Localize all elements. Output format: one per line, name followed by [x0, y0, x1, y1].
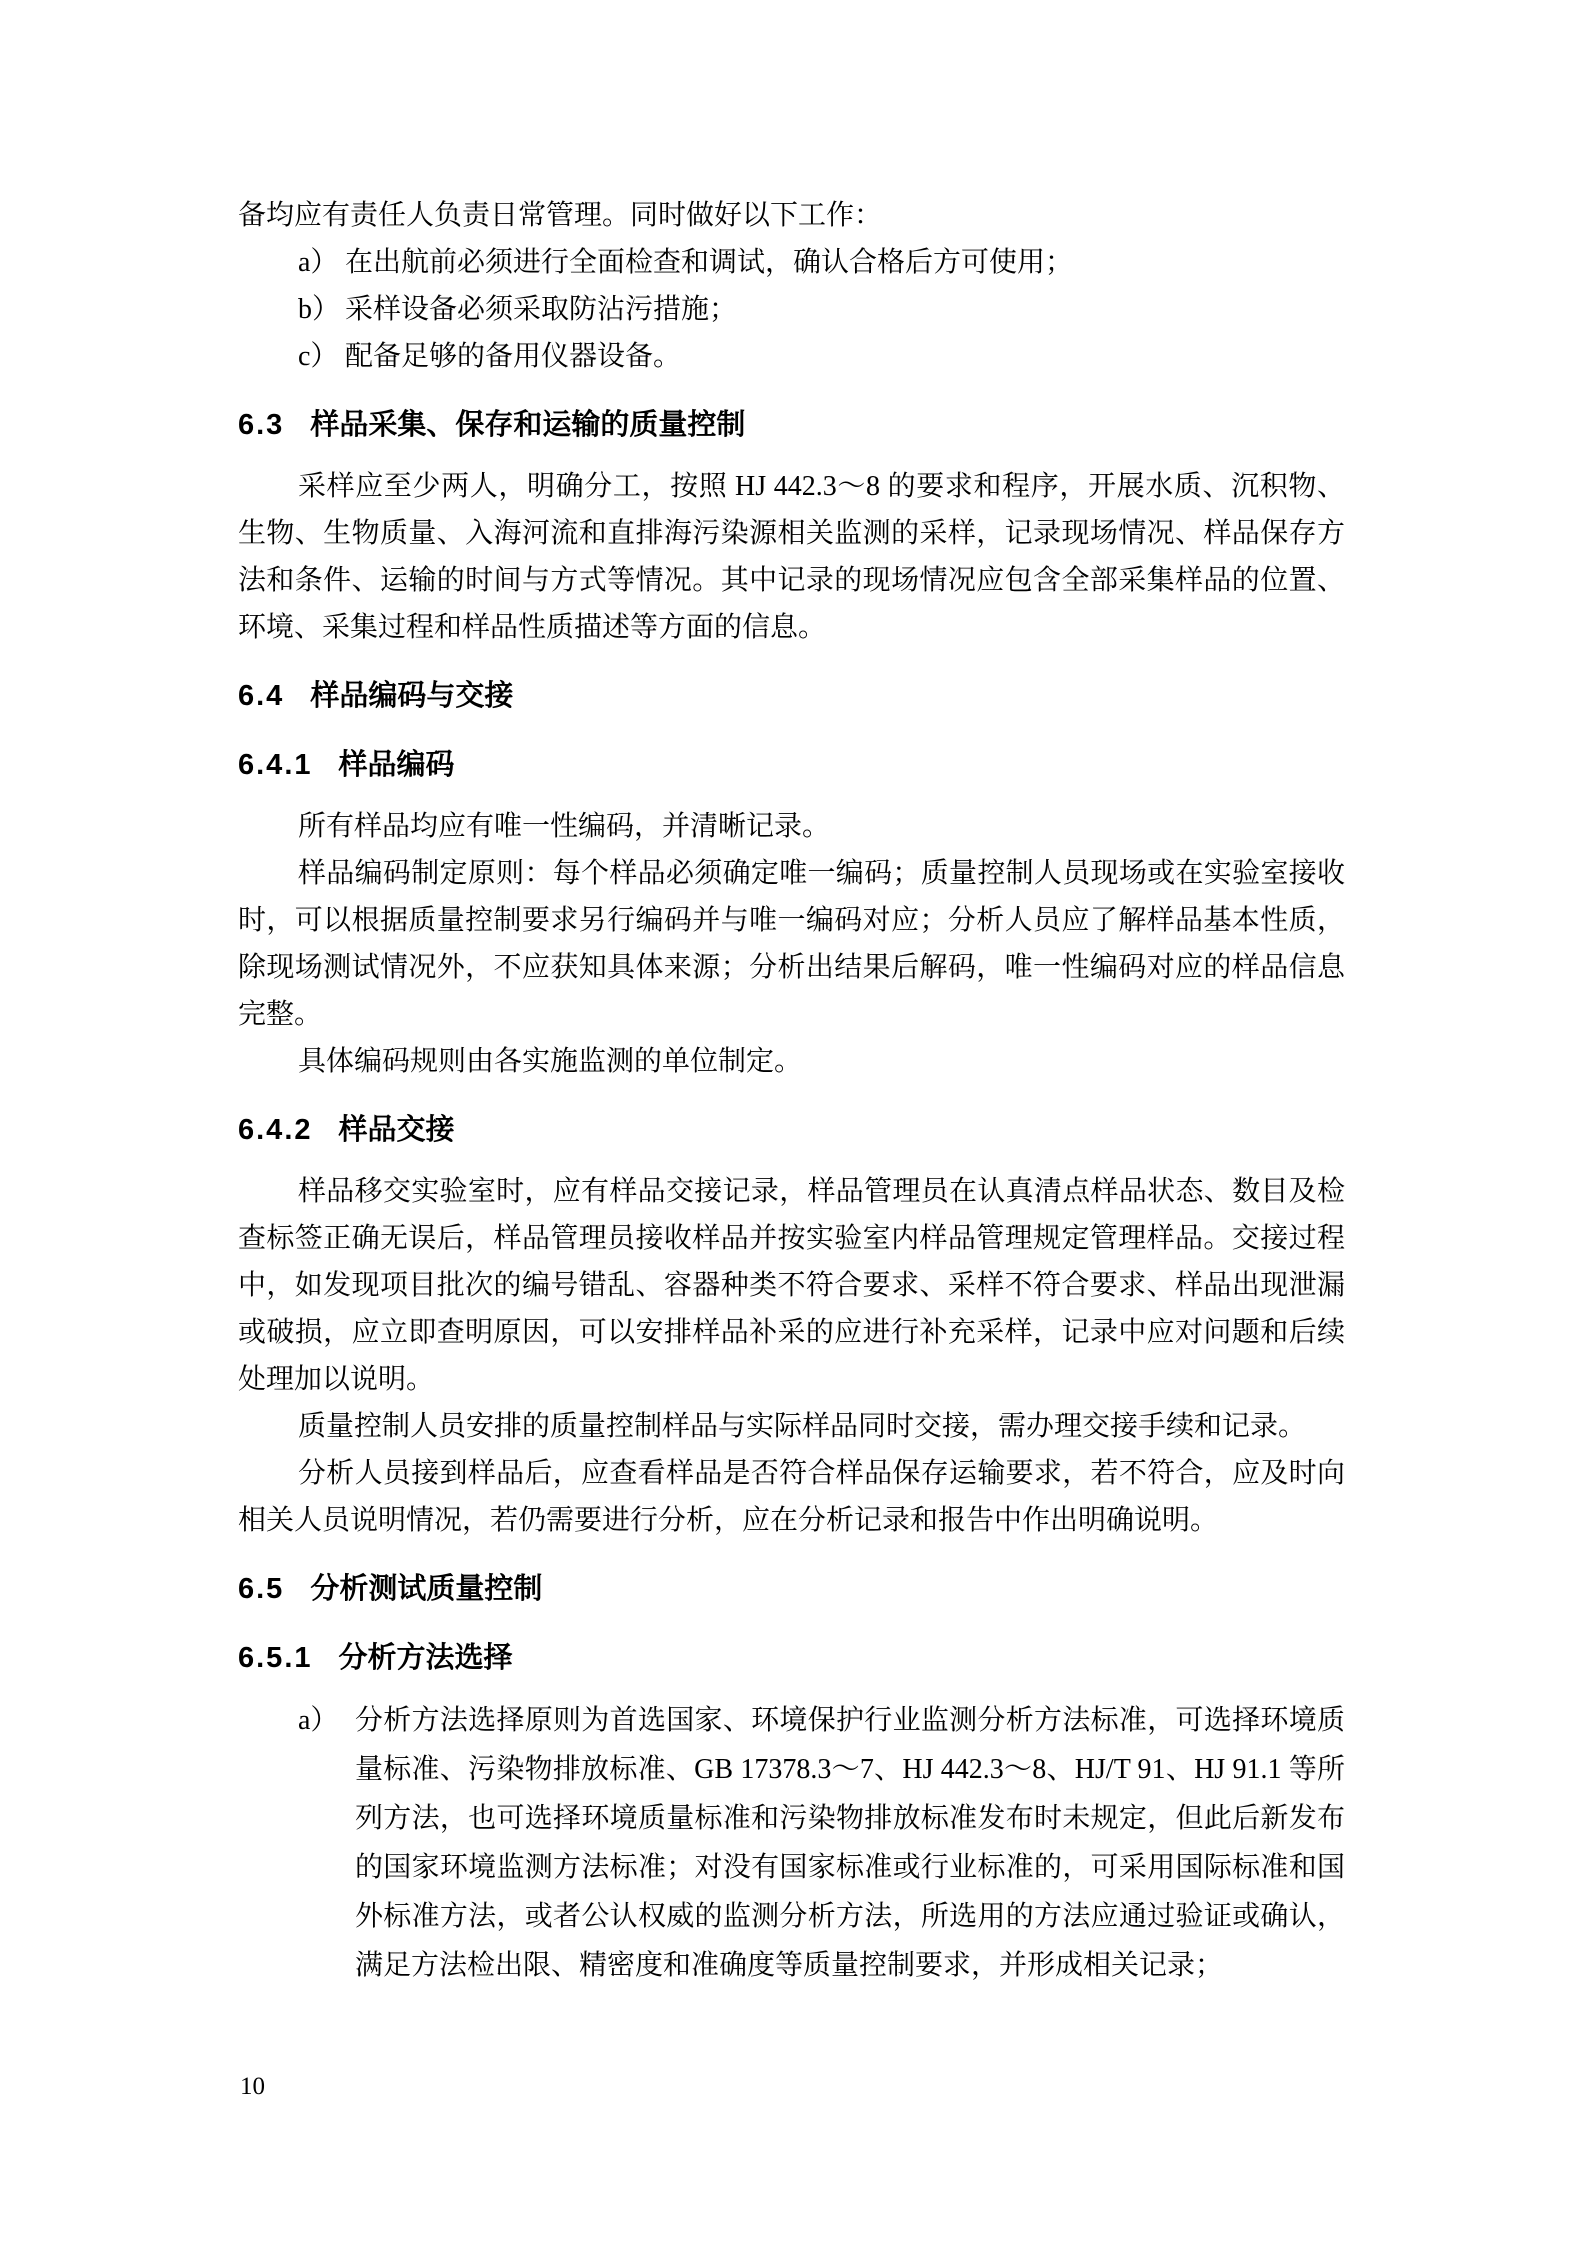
section-heading-6-5-1 — [238, 1635, 1345, 1682]
section-heading-6-4-2 — [238, 1107, 1345, 1154]
document-body — [238, 192, 1345, 1990]
section-number: 6.4 — [238, 680, 285, 712]
section-title: 样品采集、保存和运输的质量控制 — [310, 409, 746, 441]
section-number: 6.5 — [238, 1573, 285, 1605]
section-title: 样品编码与交接 — [310, 680, 514, 712]
page-number: 10 — [240, 2073, 265, 2100]
paragraph-6-4-1-p1: 所有样品均应有唯一性编码，并清晰记录。 — [298, 811, 831, 842]
section-title: 样品交接 — [338, 1114, 455, 1146]
section-heading-6-3 — [238, 402, 1345, 449]
section-title: 样品编码 — [338, 749, 455, 781]
section-heading-6-5 — [238, 1566, 1345, 1613]
list-item-6-5-1-a — [238, 1696, 1345, 1990]
list-item-a-label: a） — [298, 247, 339, 278]
paragraph-6-4-2-p1: 样品移交实验室时，应有样品交接记录，样品管理员在认真清点样品状态、数目及检查标签正确无误后，样品管理员接收样品并按实验室内样品管理规定管理样品。交接过程中，如发现项目批次的编号错乱、容器种类不符合要求、采样不符合要求、样品出现泄漏或破损，应立即查明原因，可以安排样品补采的应进行补充采样，记录中应对问题和后续处理加以说明。 — [238, 1176, 1345, 1395]
continuation-paragraph: 备均应有责任人负责日常管理。同时做好以下工作： — [238, 200, 883, 231]
section-title: 分析方法选择 — [338, 1642, 513, 1674]
list-item-b — [238, 286, 1345, 333]
paragraph-6-4-1-p3: 具体编码规则由各实施监测的单位制定。 — [298, 1046, 803, 1077]
list-item-a — [238, 239, 1345, 286]
section-number: 6.3 — [238, 409, 285, 441]
list-item-b-label: b） — [298, 294, 341, 325]
list-item-6-5-1-a-label: a） — [298, 1705, 339, 1736]
list-item-a-text: 在出航前必须进行全面检查和调试，确认合格后方可使用； — [345, 247, 1074, 278]
list-item-b-text: 采样设备必须采取防沾污措施； — [345, 294, 738, 325]
section-heading-6-4-1 — [238, 742, 1345, 789]
list-item-c-label: c） — [298, 341, 339, 372]
list-item-6-5-1-a-text: 分析方法选择原则为首选国家、环境保护行业监测分析方法标准，可选择环境质量标准、污染物排放标准、GB 17378.3～7、HJ 442.3～8、HJ/T 91、HJ 91.1 等所列方法，也可选择环境质量标准和污染物排放标准发布时未规定，但此后新发布的国家环境监测方法标准；对没有国家标准或行业标准的，可采用国际标准和国外标准方法，或者公认权威的监测分析方法，所选用的方法应通过验证或确认，满足方法检出限、精密度和准确度等质量控制要求，并形成相关记录； — [355, 1705, 1345, 1981]
section-heading-6-4 — [238, 673, 1345, 720]
section-number: 6.4.1 — [238, 749, 313, 781]
section-title: 分析测试质量控制 — [310, 1573, 543, 1605]
list-item-c — [238, 333, 1345, 380]
paragraph-6-4-2-p2: 质量控制人员安排的质量控制样品与实际样品同时交接，需办理交接手续和记录。 — [298, 1411, 1307, 1442]
paragraph-6-4-1-p2: 样品编码制定原则：每个样品必须确定唯一编码；质量控制人员现场或在实验室接收时，可以根据质量控制要求另行编码并与唯一编码对应；分析人员应了解样品基本性质，除现场测试情况外，不应获知具体来源；分析出结果后解码，唯一性编码对应的样品信息完整。 — [238, 858, 1345, 1030]
paragraph-6-3: 采样应至少两人，明确分工，按照 HJ 442.3～8 的要求和程序，开展水质、沉积物、生物、生物质量、入海河流和直排海污染源相关监测的采样，记录现场情况、样品保存方法和条件、运输的时间与方式等情况。其中记录的现场情况应包含全部采集样品的位置、环境、采集过程和样品性质描述等方面的信息。 — [238, 471, 1345, 643]
section-number: 6.4.2 — [238, 1114, 313, 1146]
paragraph-6-4-2-p3: 分析人员接到样品后，应查看样品是否符合样品保存运输要求，若不符合，应及时向相关人员说明情况，若仍需要进行分析，应在分析记录和报告中作出明确说明。 — [238, 1458, 1345, 1536]
section-number: 6.5.1 — [238, 1642, 313, 1674]
list-item-c-text: 配备足够的备用仪器设备。 — [345, 341, 682, 372]
